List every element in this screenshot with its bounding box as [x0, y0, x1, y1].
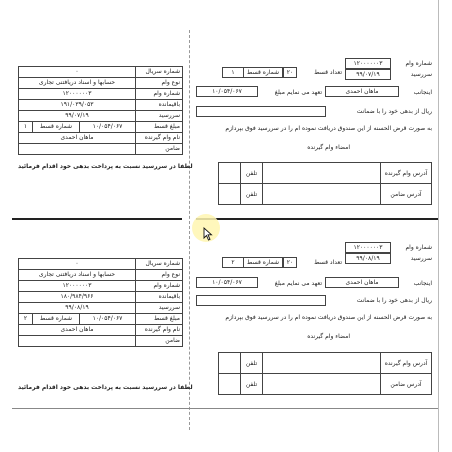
- stub-guarantor-label: ضامن: [135, 335, 183, 347]
- main-guarantee-field: [196, 106, 326, 117]
- stub-guarantor-value: [18, 335, 136, 347]
- main-borrower-phone-label: تلفن: [240, 162, 263, 184]
- main-sign-label: امضاء وام گیرنده: [307, 333, 350, 340]
- main-addr-borrower-label: آدرس وام گیرنده: [380, 162, 432, 184]
- stub-loan-no-value: ۱۲۰۰۰۰۰۰۳: [18, 88, 136, 100]
- main-inst-no-value: ۲: [222, 257, 244, 268]
- stub-borrower-label: نام وام گیرنده: [135, 324, 183, 336]
- main-due-value: ۹۹/۰۷/۱۹: [345, 69, 391, 80]
- main-me-value: ماهان احمدی: [325, 86, 399, 97]
- stub-balance-label: باقیمانده: [135, 99, 183, 111]
- main-count-value: ۲۰: [283, 257, 297, 268]
- slip-separator-left: [12, 218, 182, 220]
- main-sign-label: امضاء وام گیرنده: [307, 144, 350, 151]
- stub-serial-value: ۰: [18, 66, 136, 78]
- stub-borrower-label: نام وام گیرنده: [135, 132, 183, 144]
- stub-balance-label: باقیمانده: [135, 291, 183, 303]
- main-guarantor-phone-label: تلفن: [240, 183, 263, 205]
- stub-serial-value: ۰: [18, 258, 136, 270]
- slip-separator-right: [196, 218, 438, 220]
- stub-inst-no-label: شماره قسط: [32, 121, 80, 133]
- main-addr-guarantor-value: [262, 373, 381, 395]
- stub-type-label: نوع وام: [135, 269, 183, 281]
- main-line3: به صورت قرض الحسنه از این صندوق دریافت نموده ام را در سررسید فوق بپردازم: [225, 314, 432, 321]
- stub-due-label: سررسید: [135, 302, 183, 314]
- main-borrower-phone-value: [218, 162, 241, 184]
- stub-amount-label: مبلغ قسط: [135, 313, 183, 325]
- stub-inst-no-value: ۱: [18, 121, 33, 133]
- mouse-pointer-icon: [203, 226, 213, 240]
- main-me-label: اینجانب: [413, 89, 432, 96]
- main-pledge-value: ۱۰/۰۵۴/۰۶۷: [196, 86, 258, 97]
- main-due-value: ۹۹/۰۸/۱۹: [345, 253, 391, 264]
- main-rial-text: ریال از بدهی خود را با ضمانت: [356, 297, 432, 304]
- main-loan-no-label: شماره وام: [405, 60, 432, 67]
- main-addr-guarantor-value: [262, 183, 381, 205]
- stub-due-value: ۹۹/۰۷/۱۹: [18, 110, 136, 122]
- stub-loan-no-value: ۱۲۰۰۰۰۰۰۳: [18, 280, 136, 292]
- main-addr-guarantor-label: آدرس ضامن: [380, 183, 432, 205]
- slip-separator-bottom: [12, 408, 438, 409]
- main-borrower-phone-value: [218, 352, 241, 374]
- main-me-value: ماهان احمدی: [325, 277, 399, 288]
- main-addr-borrower-value: [262, 162, 381, 184]
- main-pledge-label: تعهد می نمایم مبلغ: [274, 89, 322, 96]
- main-addr-borrower-label: آدرس وام گیرنده: [380, 352, 432, 374]
- main-guarantee-field: [196, 295, 326, 306]
- stub-guarantor-label: ضامن: [135, 143, 183, 155]
- main-count-label: تعداد قسط: [314, 259, 342, 266]
- stub-footer-note: لطفا در سررسید نسبت به پرداخت بدهی خود اقدام فرمائید: [18, 384, 193, 391]
- stub-inst-no-value: ۲: [18, 313, 33, 325]
- stub-balance-value: ۱۸۰/۹۸۴/۹۶۶: [18, 291, 136, 303]
- stub-guarantor-value: [18, 143, 136, 155]
- main-loan-no-value: ۱۲۰۰۰۰۰۰۳: [345, 58, 391, 69]
- stub-balance-value: ۱۹۱/۰۳۹/۰۵۳: [18, 99, 136, 111]
- stub-due-label: سررسید: [135, 110, 183, 122]
- main-inst-no-label: شماره قسط: [243, 67, 283, 78]
- main-addr-guarantor-label: آدرس ضامن: [380, 373, 432, 395]
- stub-inst-no-label: شماره قسط: [32, 313, 80, 325]
- main-inst-no-value: ۱: [222, 67, 244, 78]
- stub-borrower-value: ماهان احمدی: [18, 132, 136, 144]
- main-me-label: اینجانب: [413, 280, 432, 287]
- main-guarantor-phone-value: [218, 183, 241, 205]
- main-due-label: سررسید: [410, 255, 432, 262]
- main-pledge-value: ۱۰/۰۵۴/۰۶۷: [196, 277, 258, 288]
- stub-serial-label: شماره سریال: [135, 258, 183, 270]
- stub-footer-note: لطفا در سررسید نسبت به پرداخت بدهی خود اقدام فرمائید: [18, 163, 193, 170]
- perforation-line: [189, 30, 190, 430]
- stub-serial-label: شماره سریال: [135, 66, 183, 78]
- stub-amount-label: مبلغ قسط: [135, 121, 183, 133]
- stub-type-label: نوع وام: [135, 77, 183, 89]
- page-edge: [438, 0, 439, 452]
- stub-loan-no-label: شماره وام: [135, 88, 183, 100]
- main-guarantor-phone-value: [218, 373, 241, 395]
- stub-loan-no-label: شماره وام: [135, 280, 183, 292]
- stub-amount-value: ۱۰/۰۵۴/۰۶۷: [79, 121, 136, 133]
- stub-type-value: حسابها و اسناد دریافتنی تجاری: [18, 77, 136, 89]
- main-count-label: تعداد قسط: [314, 69, 342, 76]
- stub-type-value: حسابها و اسناد دریافتنی تجاری: [18, 269, 136, 281]
- main-inst-no-label: شماره قسط: [243, 257, 283, 268]
- main-rial-text: ریال از بدهی خود را با ضمانت: [356, 108, 432, 115]
- main-addr-borrower-value: [262, 352, 381, 374]
- main-loan-no-label: شماره وام: [405, 244, 432, 251]
- main-due-label: سررسید: [410, 71, 432, 78]
- main-loan-no-value: ۱۲۰۰۰۰۰۰۳: [345, 242, 391, 253]
- main-pledge-label: تعهد می نمایم مبلغ: [274, 280, 322, 287]
- main-borrower-phone-label: تلفن: [240, 352, 263, 374]
- stub-borrower-value: ماهان احمدی: [18, 324, 136, 336]
- stub-due-value: ۹۹/۰۸/۱۹: [18, 302, 136, 314]
- main-guarantor-phone-label: تلفن: [240, 373, 263, 395]
- main-line3: به صورت قرض الحسنه از این صندوق دریافت نموده ام را در سررسید فوق بپردازم: [225, 125, 432, 132]
- main-count-value: ۲۰: [283, 67, 297, 78]
- stub-amount-value: ۱۰/۰۵۴/۰۶۷: [79, 313, 136, 325]
